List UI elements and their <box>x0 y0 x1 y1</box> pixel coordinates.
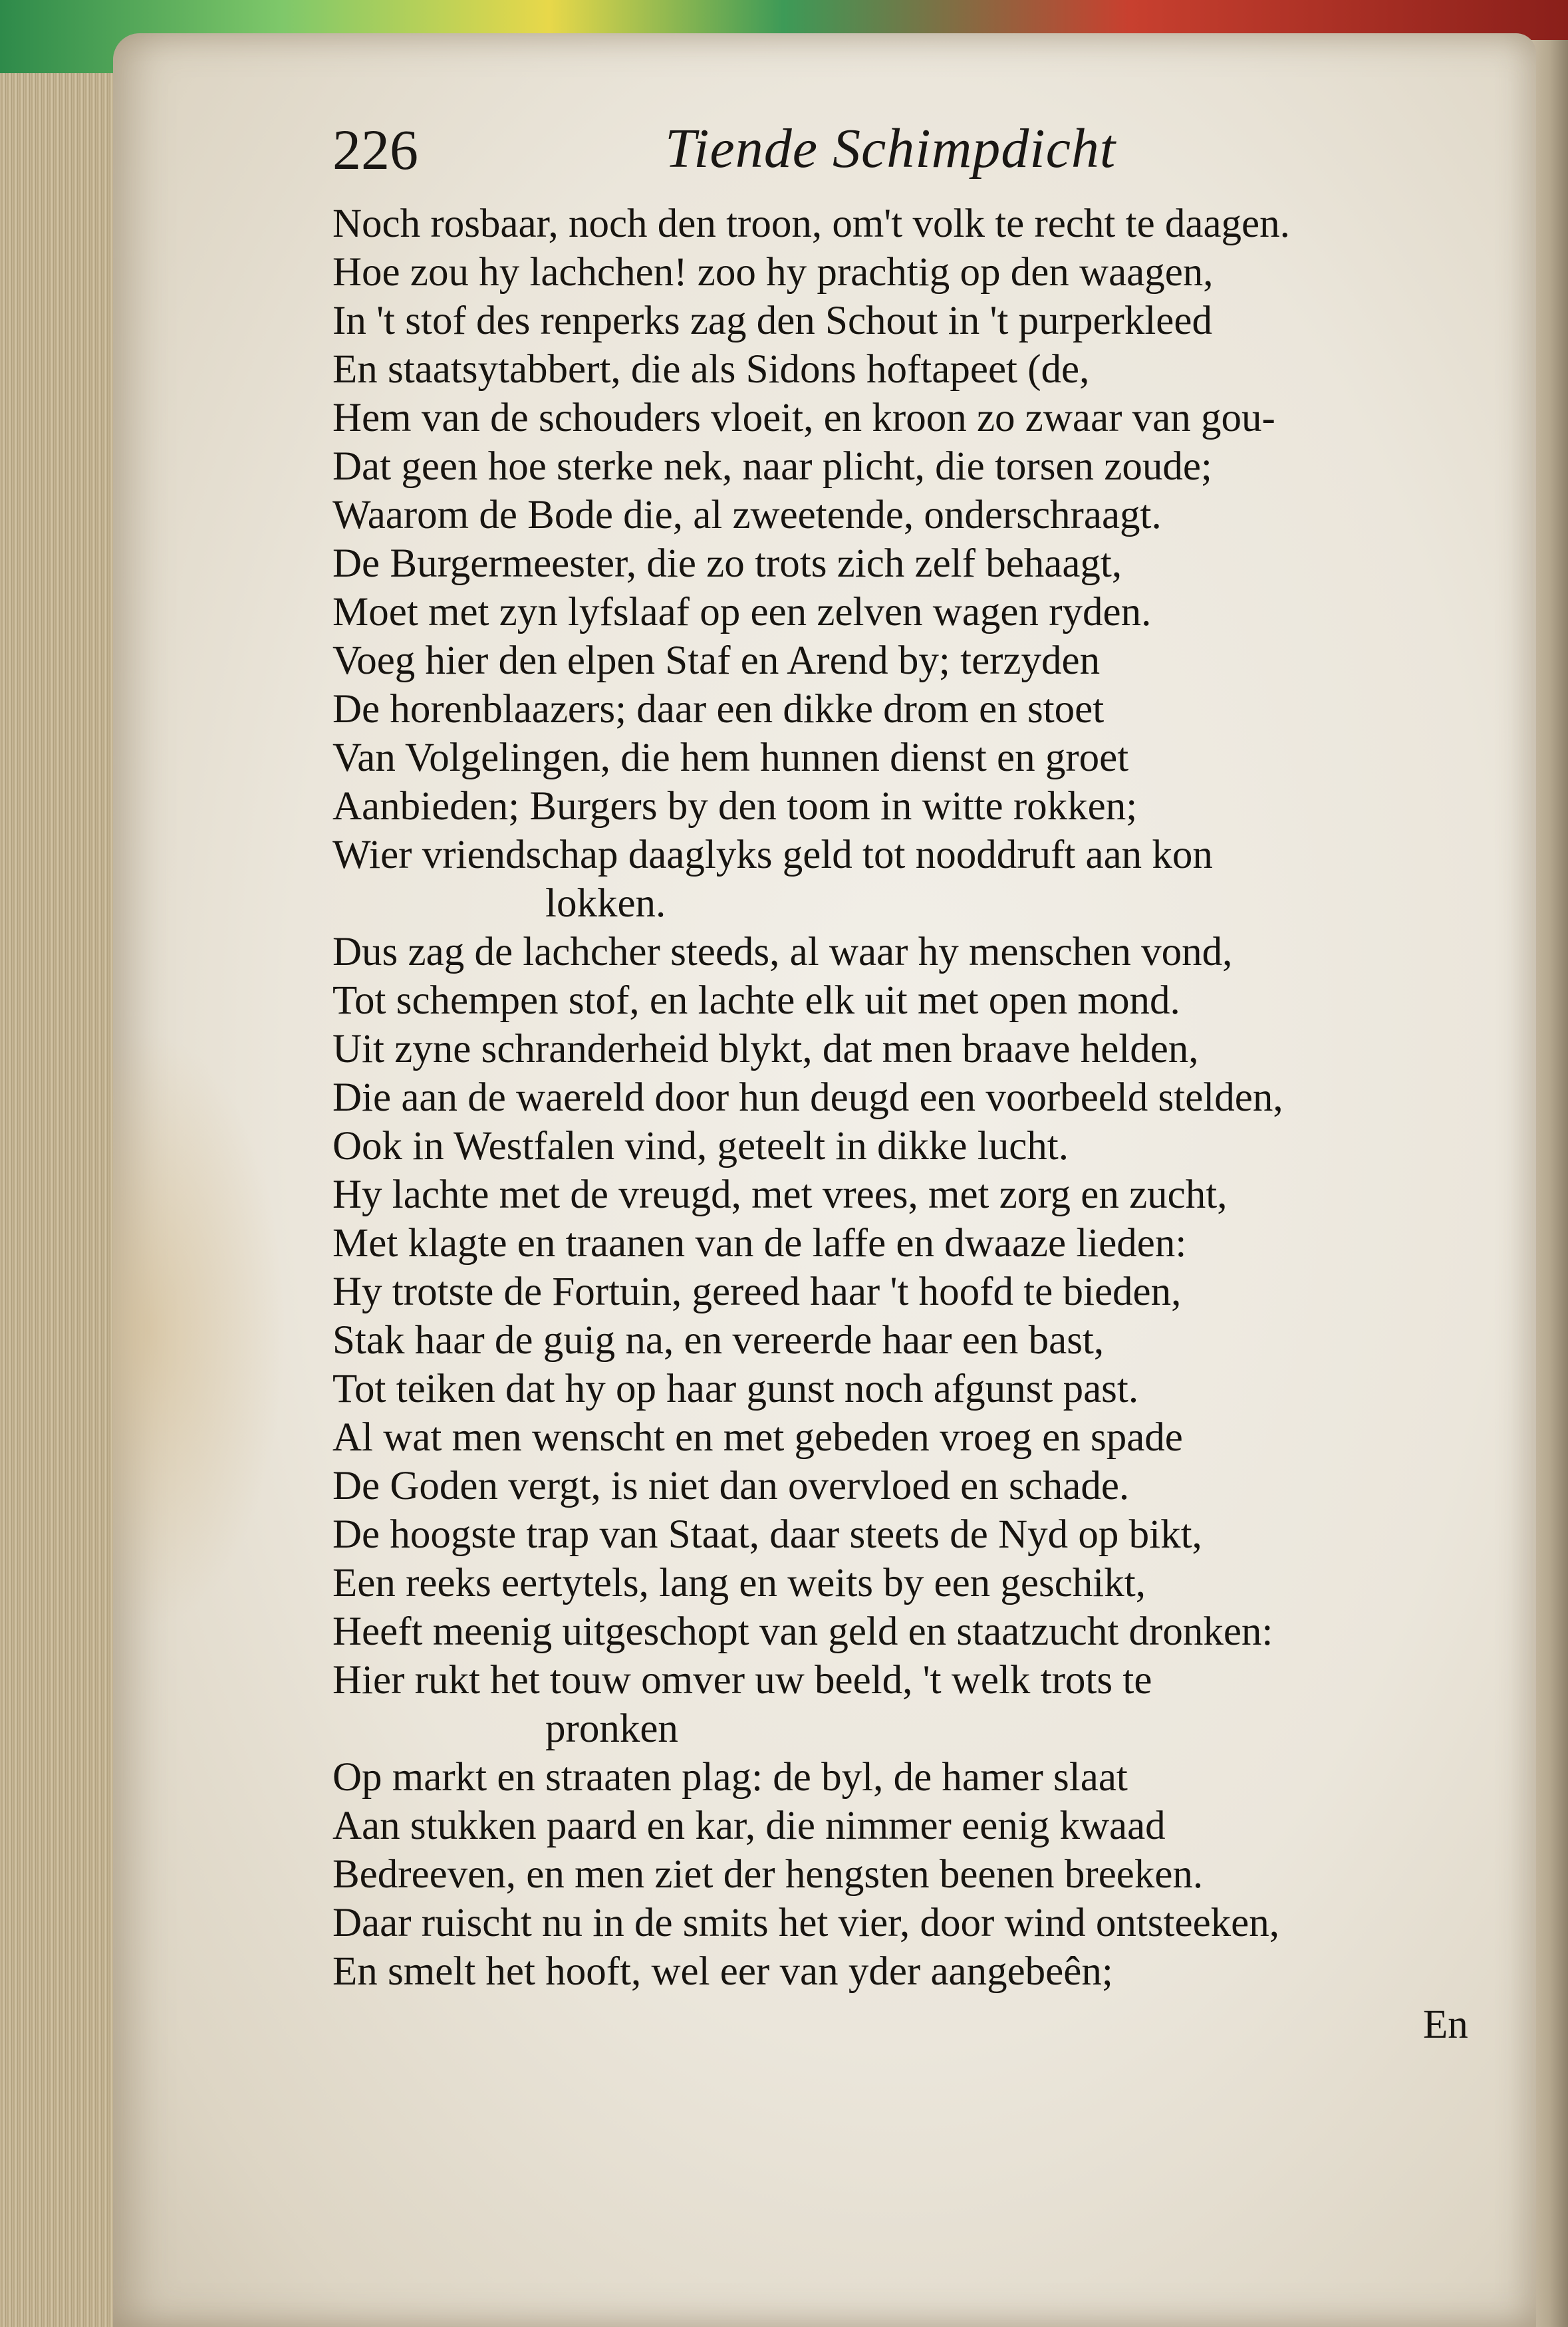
poem-line: Bedreeven, en men ziet der hengsten beenen breeken. <box>332 1852 1204 1897</box>
poem-line: Een reeks eertytels, lang en weits by een geschikt, <box>332 1561 1146 1605</box>
poem-line-continuation: lokken. <box>545 881 666 926</box>
poem-line: De Burgermeester, die zo trots zich zelf behaagt, <box>332 541 1122 586</box>
poem-line: Noch rosbaar, noch den troon, om't volk te recht te daagen. <box>332 202 1290 246</box>
poem-line: Met klagte en traanen van de laffe en dwaaze lieden: <box>332 1221 1187 1266</box>
poem-line-continuation: pronken <box>545 1707 678 1751</box>
page-number: 226 <box>332 118 418 182</box>
catchword: En <box>1423 2002 1468 2047</box>
poem-line: Dus zag de lachcher steeds, al waar hy menschen vond, <box>332 930 1233 974</box>
poem-text <box>332 200 1516 1996</box>
poem-line: Stak haar de guig na, en vereerde haar een bast, <box>332 1318 1105 1363</box>
poem-line: Waarom de Bode die, al zweetende, onderschraagt. <box>332 493 1162 537</box>
poem-line: En smelt het hooft, wel eer van yder aangebeên; <box>332 1949 1113 1994</box>
poem-line: Uit zyne schranderheid blykt, dat men braave helden, <box>332 1027 1199 1071</box>
poem-line: Die aan de waereld door hun deugd een voorbeeld stelden, <box>332 1075 1283 1120</box>
page-header <box>332 116 1463 196</box>
poem-line: Ook in Westfalen vind, geteelt in dikke lucht. <box>332 1124 1069 1168</box>
poem-line: Hy trotste de Fortuin, gereed haar 't hoofd te bieden, <box>332 1270 1182 1314</box>
poem-line: Tot schempen stof, en lachte elk uit met open mond. <box>332 978 1180 1023</box>
poem-line: Aan stukken paard en kar, die nimmer eenig kwaad <box>332 1804 1166 1848</box>
poem-line: En staatsytabbert, die als Sidons hoftapeet (de, <box>332 347 1090 392</box>
poem-line: Wier vriendschap daaglyks geld tot nooddruft aan kon <box>332 833 1213 877</box>
poem-line: Aanbieden; Burgers by den toom in witte rokken; <box>332 784 1138 829</box>
poem-line: De hoogste trap van Staat, daar steets de Nyd op bikt, <box>332 1512 1202 1557</box>
poem-line: Daar ruischt nu in de smits het vier, door wind ontsteeken, <box>332 1901 1279 1945</box>
running-title: Tiende Schimpdicht <box>665 118 1116 180</box>
poem-line: De Goden vergt, is niet dan overvloed en schade. <box>332 1464 1130 1508</box>
poem-line: Al wat men wenscht en met gebeden vroeg en spade <box>332 1415 1183 1460</box>
poem-line: Hem van de schouders vloeit, en kroon zo zwaar van gou- <box>332 396 1275 440</box>
poem-line: Moet met zyn lyfslaaf op een zelven wagen ryden. <box>332 590 1152 634</box>
poem-line: Hy lachte met de vreugd, met vrees, met zorg en zucht, <box>332 1172 1228 1217</box>
poem-line: De horenblaazers; daar een dikke drom en stoet <box>332 687 1105 732</box>
poem-line: Van Volgelingen, die hem hunnen dienst en groet <box>332 736 1129 780</box>
poem-line: Op markt en straaten plag: de byl, de hamer slaat <box>332 1755 1128 1800</box>
poem-line: Voeg hier den elpen Staf en Arend by; terzyden <box>332 638 1101 683</box>
poem-line: Tot teiken dat hy op haar gunst noch afgunst past. <box>332 1367 1139 1411</box>
poem-line: Heeft meenig uitgeschopt van geld en staatzucht dronken: <box>332 1609 1273 1654</box>
page-stain <box>113 1031 286 1629</box>
poem-line: In 't stof des renperks zag den Schout in 't purperkleed <box>332 299 1212 343</box>
poem-line: Hier rukt het touw omver uw beeld, 't welk trots te <box>332 1658 1152 1703</box>
poem-line: Hoe zou hy lachchen! zoo hy prachtig op den waagen, <box>332 250 1214 295</box>
poem-line: Dat geen hoe sterke nek, naar plicht, die torsen zoude; <box>332 444 1212 489</box>
